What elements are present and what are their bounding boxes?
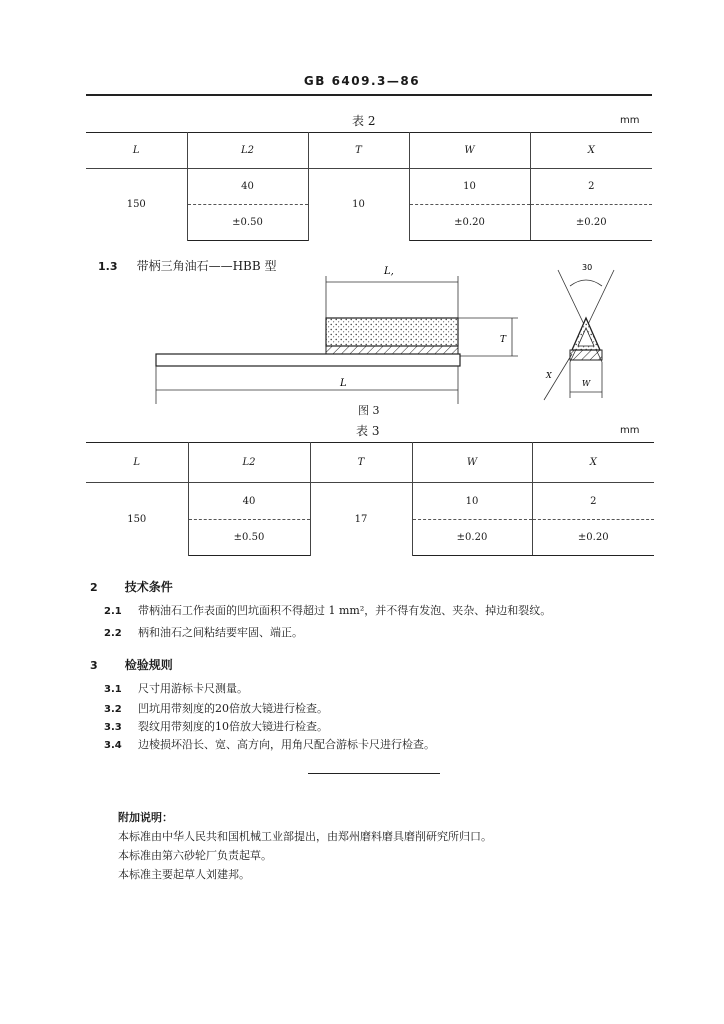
stone-body [326, 318, 458, 346]
item-3-4-text: 边棱损坏沿长、宽、高方向，用角尺配合游标卡尺进行检查。 [138, 738, 435, 751]
table-3-w-value: 10 [412, 483, 532, 520]
header-rule [86, 94, 652, 96]
item-3-3-number: 3.3 [104, 722, 122, 733]
appendix-line-1: 本标准由中华人民共和国机械工业部提出，由郑州磨料磨具磨削研究所归口。 [118, 830, 492, 843]
item-3-1-number: 3.1 [104, 684, 122, 695]
item-3-3-text: 裂纹用带刻度的10倍放大镜进行检查。 [138, 720, 328, 733]
section-angle-label: 30 [582, 263, 593, 272]
dim-l1-label: L, [384, 266, 394, 277]
figure-3-drawing [140, 258, 640, 418]
section-1-3-title: 带柄三角油石——HBB 型 [136, 259, 277, 273]
standard-code: GB 6409.3—86 [303, 74, 421, 88]
section-base-hatched [570, 350, 602, 360]
table-2-unit: mm [620, 115, 640, 126]
table-2-thickness: 10 [308, 169, 409, 241]
item-3-2-number: 3.2 [104, 704, 122, 715]
table-3-unit: mm [620, 425, 640, 436]
section-2-title: 技术条件 [124, 580, 173, 594]
table-3-header-t: T [310, 443, 412, 483]
table-2-x-value: 2 [530, 169, 652, 205]
table-2 [86, 132, 652, 241]
section-2-heading [90, 576, 173, 595]
item-3-2-text: 凹坑用带刻度的20倍放大镜进行检查。 [138, 702, 328, 715]
section-3-title: 检验规则 [124, 658, 173, 672]
table-3-length: 150 [86, 483, 188, 556]
list-item [104, 602, 551, 618]
list-item [104, 736, 435, 752]
section-3-heading [90, 654, 173, 673]
table-3-l2-tolerance: ±0.50 [188, 520, 310, 556]
item-2-2-text: 柄和油石之间粘结要牢固、端正。 [138, 626, 303, 639]
table-2-header-x: X [530, 133, 652, 169]
table-2-header-t: T [308, 133, 409, 169]
table-2-header-w: W [409, 133, 530, 169]
appendix-block [118, 808, 678, 884]
appendix-line-3: 本标准主要起草人刘建邦。 [118, 868, 250, 881]
handle [156, 354, 460, 366]
table-row [86, 169, 652, 205]
table-row [86, 483, 654, 520]
section-angle-arc [570, 280, 602, 286]
table-3-thickness: 17 [310, 483, 412, 556]
section-w-label: W [582, 379, 591, 388]
item-2-1-text: 带柄油石工作表面的凹坑面积不得超过 1 mm²，并不得有发泡、夹杂、掉边和裂纹。 [138, 604, 552, 617]
appendix-title: 附加说明： [118, 811, 173, 824]
table-2-l2-value: 40 [187, 169, 308, 205]
dim-t-label: T [500, 335, 507, 345]
item-2-2-number: 2.2 [104, 628, 122, 639]
table-2-w-value: 10 [409, 169, 530, 205]
dim-l-label: L [340, 378, 347, 389]
table-2-l2-tolerance: ±0.50 [187, 205, 308, 241]
list-item [104, 700, 328, 716]
section-3-number: 3 [90, 659, 98, 672]
table-2-w-tolerance: ±0.20 [409, 205, 530, 241]
end-divider [308, 773, 440, 774]
table-2-header-l: L [86, 133, 187, 169]
item-3-1-text: 尺寸用游标卡尺测量。 [138, 682, 248, 695]
table-2-caption: 表 2 [352, 114, 376, 128]
table-3-header-x: X [532, 443, 654, 483]
list-item [104, 718, 328, 734]
section-1-3-number: 1.3 [98, 260, 118, 273]
table-3-w-tolerance: ±0.20 [412, 520, 532, 556]
item-2-1-number: 2.1 [104, 606, 122, 617]
table-2-x-tolerance: ±0.20 [530, 205, 652, 241]
appendix-line-2: 本标准由第六砂轮厂负责起草。 [118, 849, 272, 862]
table-3-header-l2: L2 [188, 443, 310, 483]
table-2-length: 150 [86, 169, 187, 241]
table-3-x-tolerance: ±0.20 [532, 520, 654, 556]
table-3-caption: 表 3 [356, 424, 380, 438]
section-2-number: 2 [90, 581, 98, 594]
table-3-header-l: L [86, 443, 188, 483]
table-3-x-value: 2 [532, 483, 654, 520]
list-item [104, 624, 303, 640]
item-3-4-number: 3.4 [104, 740, 122, 751]
figure-3-caption: 图 3 [358, 404, 380, 417]
table-3 [86, 442, 654, 556]
table-2-header-l2: L2 [187, 133, 308, 169]
list-item [104, 680, 248, 696]
table-3-header-w: W [412, 443, 532, 483]
table-3-l2-value: 40 [188, 483, 310, 520]
section-x-label: X [546, 371, 552, 380]
